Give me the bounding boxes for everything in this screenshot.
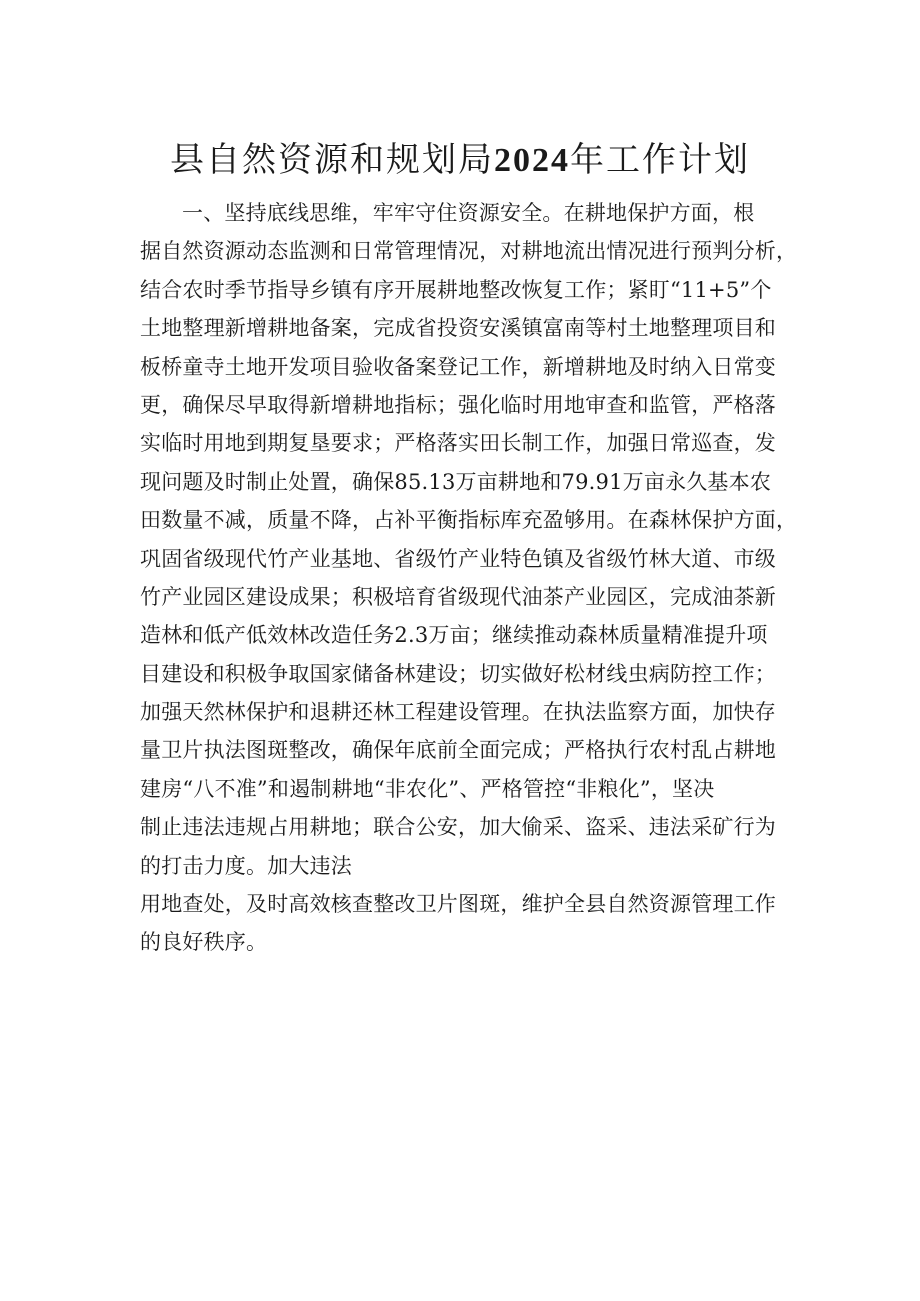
text-line: 一、坚持底线思维，牢牢守住资源安全。在耕地保护方面，根 (182, 201, 755, 225)
text-line: 建房“八不准”和遏制耕地“非农化”、严格管控“非粮化”，坚决 (140, 776, 715, 801)
text-line: 现问题及时制止处置，确保85.13万亩耕地和79.91万亩永久基本农 (140, 469, 772, 494)
text-line: 土地整理新增耕地备案，完成省投资安溪镇富南等村土地整理项目和 (140, 316, 776, 341)
title-year: 2024 (494, 142, 570, 179)
text-line: 板桥童寺土地开发项目验收备案登记工作，新增耕地及时纳入日常变 (140, 354, 776, 379)
text-line: 更，确保尽早取得新增耕地指标；强化临时用地审查和监管，严格落 (140, 392, 776, 417)
title-prefix: 县自然资源和规划局 (170, 140, 494, 180)
text-line: 造林和低产低效林改造任务2.3万亩；继续推动森林质量精准提升项 (140, 623, 768, 648)
text-line: 据自然资源动态监测和日常管理情况，对耕地流出情况进行预判分析， (140, 239, 798, 264)
text-line: 结合农时季节指导乡镇有序开展耕地整改恢复工作；紧盯“11+5”个 (140, 277, 772, 302)
body-paragraph (140, 194, 800, 962)
text-line: 竹产业园区建设成果；积极培育省级现代油茶产业园区，完成油茶新 (140, 584, 776, 609)
text-line: 的良好秩序。 (140, 930, 268, 955)
text-line: 加强天然林保护和退耕还林工程建设管理。在执法监察方面，加快存 (140, 700, 776, 725)
text-line: 制止违法违规占用耕地；联合公安，加大偷采、盗采、违法采矿行为 (140, 815, 776, 840)
text-line: 实临时用地到期复垦要求；严格落实田长制工作，加强日常巡查，发 (140, 431, 776, 456)
text-line: 的打击力度。加大违法 (140, 853, 352, 878)
text-line: 用地查处，及时高效核查整改卫片图斑，维护全县自然资源管理工作 (140, 892, 776, 917)
text-line: 量卫片执法图斑整改，确保年底前全面完成；严格执行农村乱占耕地 (140, 738, 776, 763)
text-line: 田数量不减，质量不降，占补平衡指标库充盈够用。在森林保护方面， (140, 508, 798, 533)
title-suffix: 年工作计划 (570, 140, 750, 180)
page-title (0, 138, 920, 183)
text-line: 巩固省级现代竹产业基地、省级竹产业特色镇及省级竹林大道、市级 (140, 546, 776, 571)
text-line: 目建设和积极争取国家储备林建设；切实做好松材线虫病防控工作； (140, 661, 776, 686)
